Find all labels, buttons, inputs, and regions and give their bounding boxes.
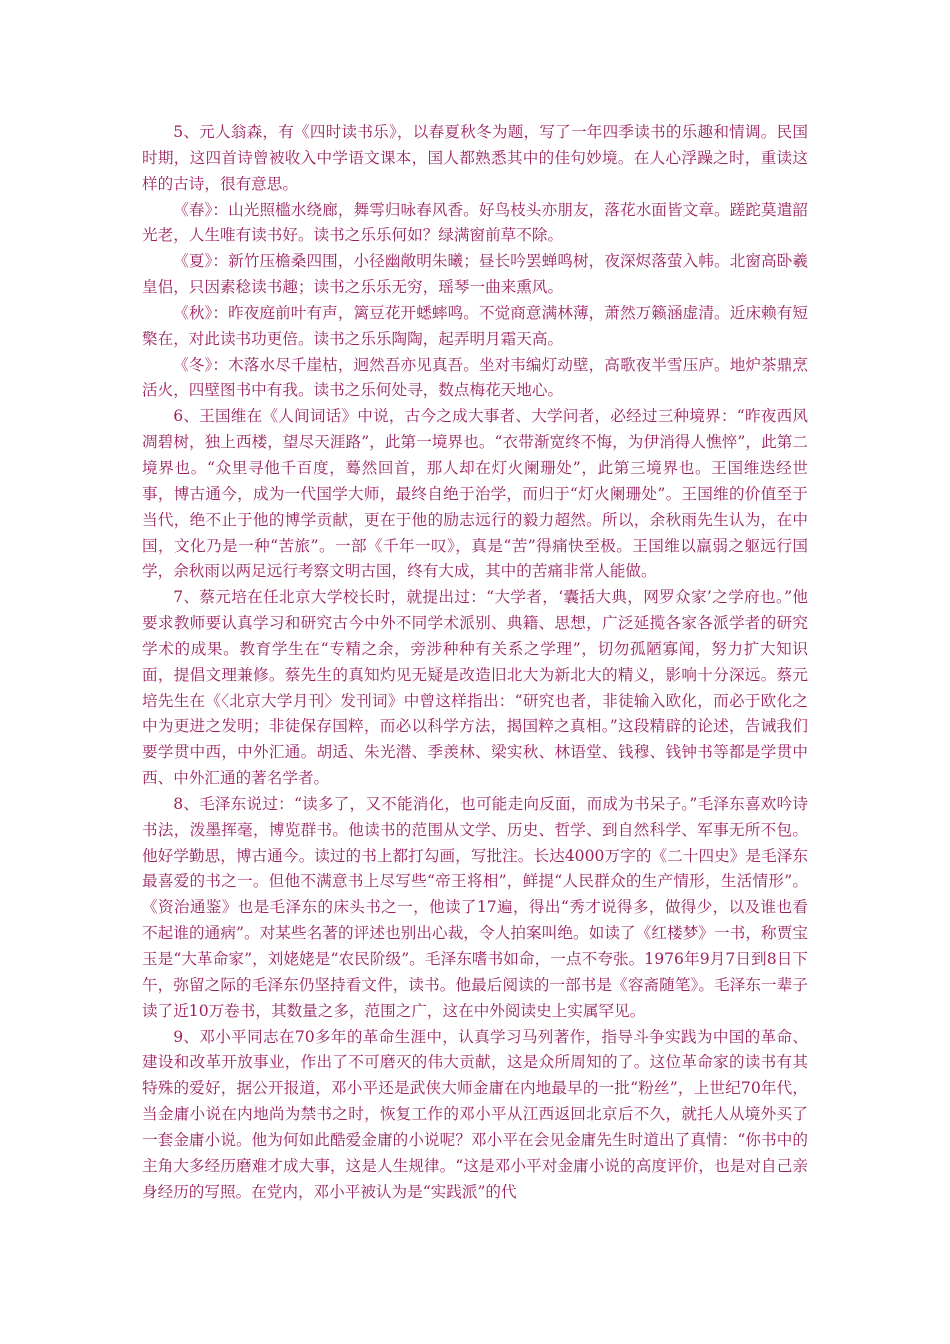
poem-winter: 《冬》：木落水尽千崖枯，迥然吾亦见真吾。坐对韦编灯动壁，高歌夜半雪压庐。地炉茶鼎烹活火，四壁图书中有我。读书之乐何处寻，数点梅花天地心。 bbox=[142, 355, 808, 400]
paragraph-8-mao-zedong: 8、毛泽东说过：“读多了，又不能消化，也可能走向反面，而成为书呆子。”毛泽东喜欢吟诗书法，泼墨挥毫，博览群书。他读书的范围从文学、历史、哲学、到自然科学、军事无所不包。他好学勤思，博古通今。读过的书上都打勾画，写批注。长达4000万字的《二十四史》是毛泽东最喜爱的书之一。但他不满意书上尽写些“帝王将相”，鲜提“人民群众的生产情形，生活情形”。《资治通鉴》也是毛泽东的床头书之一，他读了17遍，得出“秀才说得多，做得少，以及谁也看不起谁的通病”。对某些名著的评述也别出心裁，令人拍案叫绝。如读了《红楼梦》一书，称贾宝玉是“大革命家”，刘姥姥是“农民阶级”。毛泽东嗜书如命，一点不夸张。1976年9月7日到8日下午，弥留之际的毛泽东仍坚持看文件，读书。他最后阅读的一部书是《容斋随笔》。毛泽东一辈子读了近10万卷书，其数量之多，范围之广，这在中外阅读史上实属罕见。 bbox=[142, 794, 808, 1020]
poem-spring: 《春》：山光照槛水绕廊，舞雩归咏春风香。好鸟枝头亦朋友，落花水面皆文章。蹉跎莫遣韶光老，人生唯有读书好。读书之乐乐何如？绿满窗前草不除。 bbox=[142, 200, 808, 245]
paragraph-6-wang-guowei: 6、王国维在《人间词话》中说，古今之成大事者、大学问者，必经过三种境界：“昨夜西风凋碧树，独上西楼，望尽天涯路”，此第一境界也。“衣带渐宽终不悔，为伊消得人憔悴”，此第二境界也。“众里寻他千百度，蓦然回首，那人却在灯火阑珊处”，此第三境界也。王国维迭经世事，博古通今，成为一代国学大师，最终自绝于治学，而归于“灯火阑珊处”。王国维的价值至于当代，绝不止于他的博学贡献，更在于他的励志远行的毅力超然。所以，余秋雨先生认为，在中国，文化乃是一种“苦旅”。一部《千年一叹》，真是“苦”得痛快至极。王国维以羸弱之躯远行国学，余秋雨以两足远行考察文明古国，终有大成，其中的苦痛非常人能做。 bbox=[142, 407, 808, 581]
paragraph-7-cai-yuanpei: 7、蔡元培在任北京大学校长时，就提出过：“大学者，‘囊括大典，网罗众家’之学府也。”他要求教师要认真学习和研究古今中外不同学术派别、典籍、思想，广泛延揽各家各派学者的研究学术的成果。教育学生在“专精之余，旁涉种种有关系之学理”，切勿孤陋寡闻，努力扩大知识面，提倡文理兼修。蔡先生的真知灼见无疑是改造旧北大为新北大的精义，影响十分深远。蔡元培先生在《〈北京大学月刊〉发刊词》中曾这样指出：“研究也者，非徒输入欧化，而必于欧化之中为更进之发明；非徒保存国粹，而必以科学方法，揭国粹之真相。”这段精辟的论述，告诫我们要学贯中西，中外汇通。胡适、朱光潜、季羡林、梁实秋、林语堂、钱穆、钱钟书等都是学贯中西、中外汇通的著名学者。 bbox=[142, 588, 808, 788]
poem-summer: 《夏》：新竹压檐桑四围，小径幽敞明朱曦；昼长吟罢蝉鸣树，夜深烬落萤入帏。北窗高卧羲皇侣，只因素稔读书趣；读书之乐乐无穷，瑶琴一曲来熏风。 bbox=[142, 252, 808, 297]
paragraph-5-intro: 5、元人翁森，有《四时读书乐》，以春夏秋冬为题，写了一年四季读书的乐趣和情调。民国时期，这四首诗曾被收入中学语文课本，国人都熟悉其中的佳句妙境。在人心浮躁之时，重读这样的古诗，很有意思。 bbox=[142, 123, 808, 193]
document-body bbox=[142, 120, 808, 1205]
paragraph-9-deng-xiaoping: 9、邓小平同志在70多年的革命生涯中，认真学习马列著作，指导斗争实践为中国的革命、建设和改革开放事业，作出了不可磨灭的伟大贡献，这是众所周知的了。这位革命家的读书有其特殊的爱好，据公开报道，邓小平还是武侠大师金庸在内地最早的一批“粉丝”，上世纪70年代，当金庸小说在内地尚为禁书之时，恢复工作的邓小平从江西返回北京后不久，就托人从境外买了一套金庸小说。他为何如此酷爱金庸的小说呢？邓小平在会见金庸先生时道出了真情：“你书中的主角大多经历磨难才成大事，这是人生规律。“这是邓小平对金庸小说的高度评价，也是对自己亲身经历的写照。在党内，邓小平被认为是“实践派”的代 bbox=[142, 1027, 808, 1201]
poem-autumn: 《秋》：昨夜庭前叶有声，篱豆花开蟋蟀鸣。不觉商意满林薄，萧然万籁涵虚清。近床赖有短檠在，对此读书功更倍。读书之乐乐陶陶，起弄明月霜天高。 bbox=[142, 303, 808, 348]
